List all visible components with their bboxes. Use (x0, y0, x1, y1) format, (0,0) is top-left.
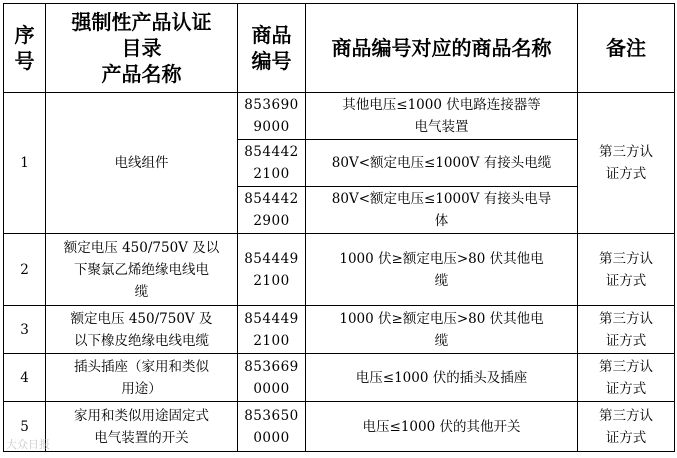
row-product: 额定电压 450/750V 及 以下橡皮绝缘电线电缆 (46, 306, 238, 354)
header-product-name: 强制性产品认证 目录 产品名称 (46, 4, 238, 93)
header-remark: 备注 (578, 4, 675, 93)
row-code: 853650 0000 (238, 402, 306, 452)
table-row (4, 93, 675, 140)
row-goods-name: 80V<额定电压≤1000V 有接头电缆 (306, 140, 578, 187)
row-code: 854442 2100 (238, 140, 306, 187)
row-product: 家用和类似用途固定式 电气装置的开关 (46, 402, 238, 452)
row-seq: 2 (4, 234, 46, 306)
row-goods-name: 其他电压≤1000 伏电路连接器等 电气装置 (306, 93, 578, 140)
row-seq: 1 (4, 93, 46, 234)
header-seq: 序 号 (4, 4, 46, 93)
table-header-row (4, 4, 675, 93)
product-certification-table (3, 3, 675, 452)
row-remark: 第三方认 证方式 (578, 402, 675, 452)
row-goods-name: 电压≤1000 伏的插头及插座 (306, 354, 578, 402)
table-row (4, 306, 675, 354)
row-code: 853690 9000 (238, 93, 306, 140)
row-remark: 第三方认 证方式 (578, 354, 675, 402)
row-seq: 5 (4, 402, 46, 452)
row-code: 854449 2100 (238, 234, 306, 306)
row-code: 854449 2100 (238, 306, 306, 354)
row-code: 853669 0000 (238, 354, 306, 402)
header-goods-name: 商品编号对应的商品名称 (306, 4, 578, 93)
row-remark: 第三方认 证方式 (578, 306, 675, 354)
row-goods-name: 电压≤1000 伏的其他开关 (306, 402, 578, 452)
row-product: 额定电压 450/750V 及以 下聚氯乙烯绝缘电线电 缆 (46, 234, 238, 306)
table-row (4, 402, 675, 452)
row-remark: 第三方认 证方式 (578, 93, 675, 234)
watermark: 大众日报 (6, 438, 50, 451)
row-remark: 第三方认 证方式 (578, 234, 675, 306)
header-code: 商品 编号 (238, 4, 306, 93)
table-row (4, 234, 675, 306)
row-goods-name: 1000 伏≥额定电压>80 伏其他电 缆 (306, 306, 578, 354)
row-product: 插头插座（家用和类似 用途） (46, 354, 238, 402)
row-seq: 3 (4, 306, 46, 354)
row-seq: 4 (4, 354, 46, 402)
row-product: 电线组件 (46, 93, 238, 234)
row-goods-name: 1000 伏≥额定电压>80 伏其他电 缆 (306, 234, 578, 306)
table-row (4, 354, 675, 402)
row-code: 854442 2900 (238, 187, 306, 234)
row-goods-name: 80V<额定电压≤1000V 有接头电导 体 (306, 187, 578, 234)
